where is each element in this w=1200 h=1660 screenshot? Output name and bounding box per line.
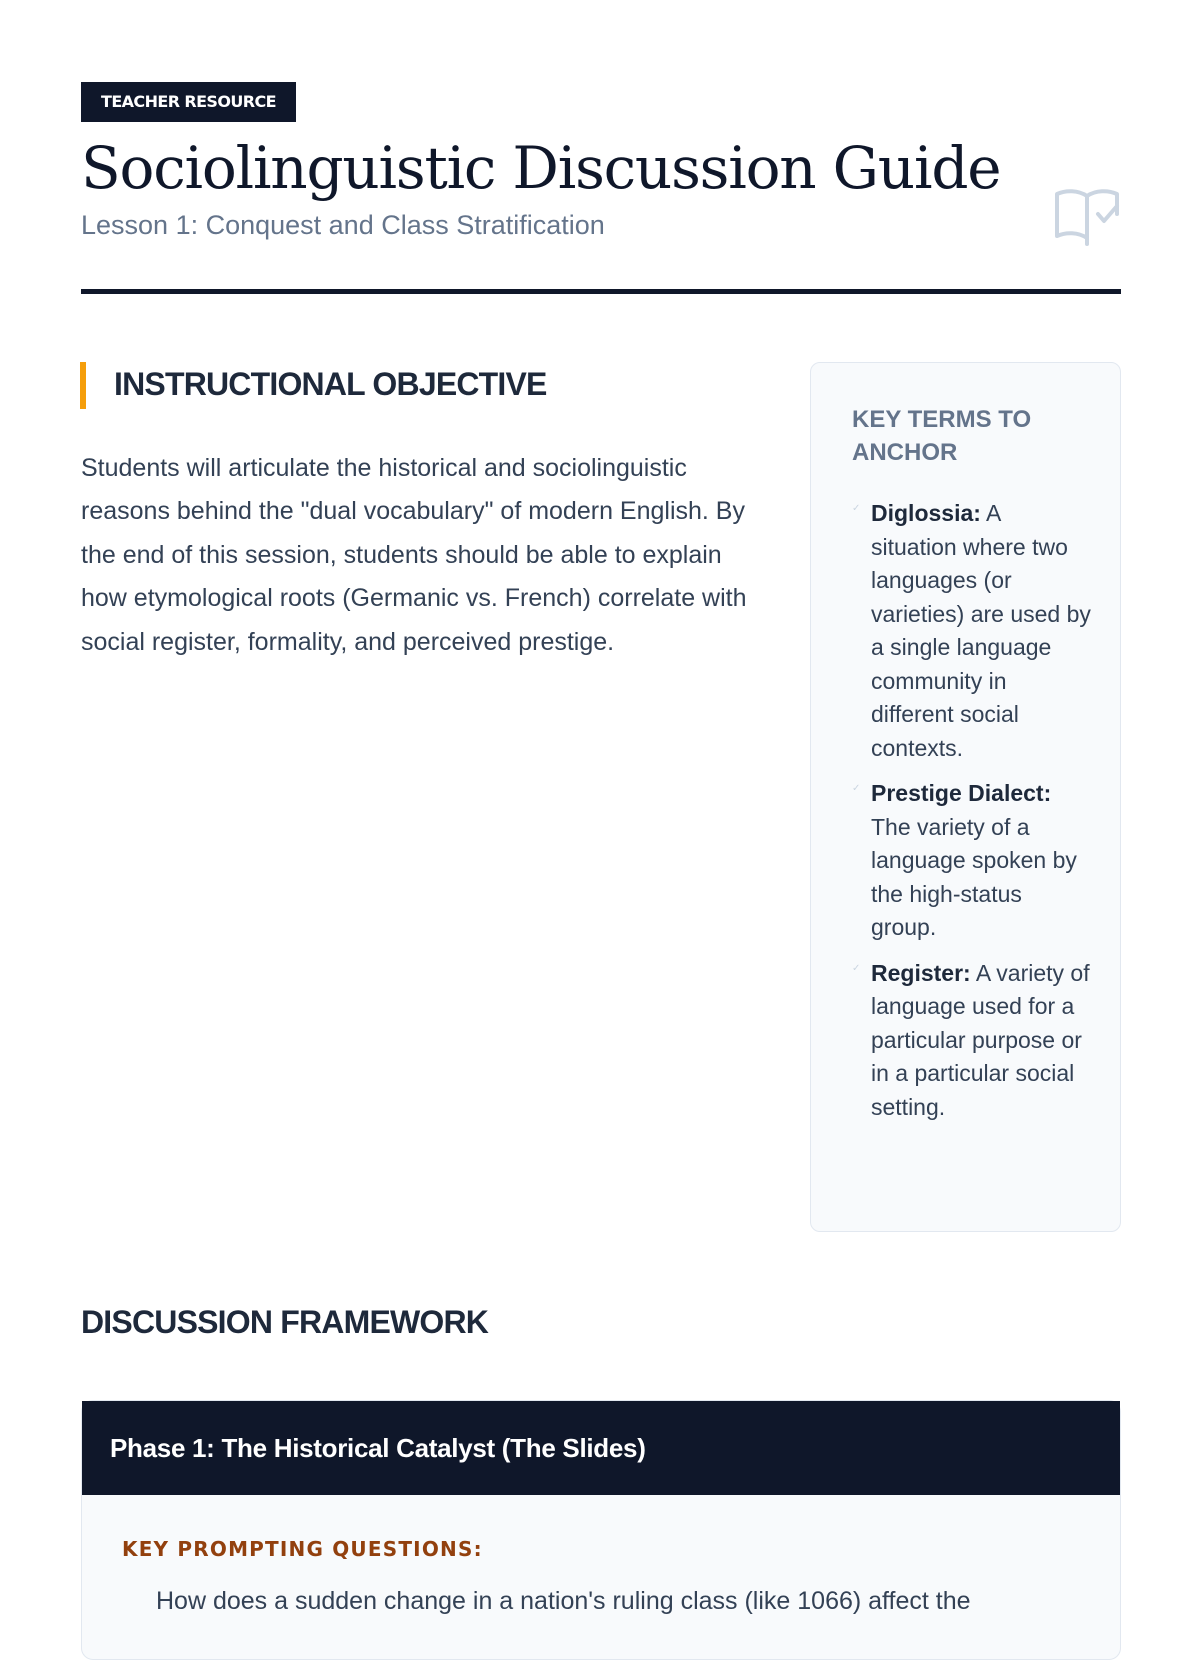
key-term-definition: A variety of language used for a particular purpose or in a particular social setting. (871, 959, 1090, 1120)
page-title: Sociolinguistic Discussion Guide (81, 134, 1001, 202)
prompting-questions-label: KEY PROMPTING QUESTIONS: (122, 1537, 483, 1561)
discussion-framework-heading: DISCUSSION FRAMEWORK (81, 1304, 489, 1340)
key-terms-card (810, 362, 1121, 1232)
phase-1-header: Phase 1: The Historical Catalyst (The Slides) (82, 1401, 1120, 1495)
teacher-resource-badge: TEACHER RESOURCE (81, 82, 296, 122)
key-terms-list (852, 497, 1092, 1136)
prompting-question: How does a sudden change in a nation's ruling class (like 1066) affect the (156, 1587, 971, 1615)
key-term-register (852, 957, 1092, 1125)
key-term-name: Prestige Dialect: (871, 780, 1052, 806)
key-term-prestige-dialect (852, 777, 1092, 945)
page-subtitle: Lesson 1: Conquest and Class Stratification (81, 210, 605, 240)
key-term-diglossia (852, 497, 1092, 765)
objective-heading: INSTRUCTIONAL OBJECTIVE (114, 366, 547, 402)
objective-text: Students will articulate the historical and sociolinguistic reasons behind the "dual vocabulary" of modern English. By the end of this session, students should be able to explain how etymological roots (Germanic vs. French) correlate with social register, formality, and perceived prestige. (81, 454, 747, 656)
key-term-name: Diglossia: (871, 500, 981, 526)
objective-accent-bar (80, 362, 86, 409)
checkmark-icon: ✓ (852, 962, 861, 974)
key-terms-heading: KEY TERMS TO ANCHOR (852, 406, 1032, 466)
checkmark-icon: ✓ (852, 503, 861, 514)
key-term-definition: A situation where two languages (or varieties) are used by a single language community in different social contexts. (871, 500, 1091, 761)
key-term-name: Register: (871, 959, 971, 986)
key-term-definition: The variety of a language spoken by the high-status group. (871, 813, 1077, 940)
header-divider (81, 289, 1121, 294)
checkmark-icon: ✓ (852, 783, 861, 794)
phase-1-card (81, 1400, 1121, 1660)
book-check-icon (1054, 184, 1120, 246)
